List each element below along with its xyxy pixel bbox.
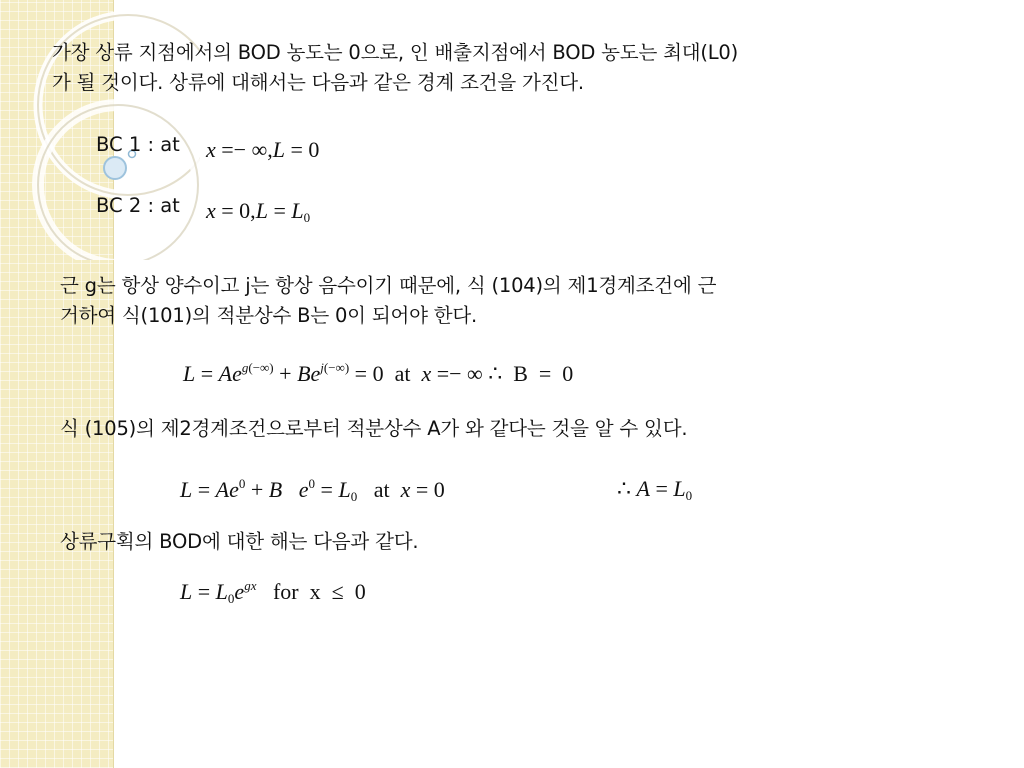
- paragraph-upstream-intro: [52, 38, 738, 98]
- equation-solution: $L = L_0e^{gx}$ for x ≤ 0: [180, 578, 366, 606]
- equation-constant-a: $L = Ae^0 + B$ $e^0 = L_0$ at x = 0: [180, 476, 445, 504]
- text-line: 가장 상류 지점에서의 BOD 농도는 0으로, 인 배출지점에서 BOD 농도는 최대(L0): [52, 41, 739, 64]
- paragraph-constant-b: [60, 271, 716, 331]
- equation-constant-b: $L = Ae^{g(-\infty)} + Be^{j(-\infty)} = 0$ at x =− ∞ ∴ B = 0: [183, 360, 574, 386]
- bc2-label: BC 2 : at: [96, 194, 180, 217]
- bc1-equation: x =− ∞,L = 0: [206, 137, 320, 162]
- text-line: 근 g는 항상 양수이고 j는 항상 음수이기 때문에, 식 (104)의 제1경계조건에 근: [60, 274, 717, 297]
- text-line: 거하여 식(101)의 적분상수 B는 0이 되어야 한다.: [60, 304, 478, 327]
- text-line: 가 될 것이다. 상류에 대해서는 다음과 같은 경계 조건을 가진다.: [52, 71, 584, 94]
- paragraph-constant-a: 식 (105)의 제2경계조건으로부터 적분상수 A가 와 같다는 것을 알 수 있다.: [60, 417, 688, 440]
- paragraph-solution: 상류구획의 BOD에 대한 해는 다음과 같다.: [60, 530, 419, 553]
- bc2-equation: $x = 0,L = L_0$: [206, 198, 311, 225]
- equation-constant-a-result: ∴ $A = L_0$: [617, 476, 693, 503]
- bc1-label: BC 1 : at: [96, 133, 180, 156]
